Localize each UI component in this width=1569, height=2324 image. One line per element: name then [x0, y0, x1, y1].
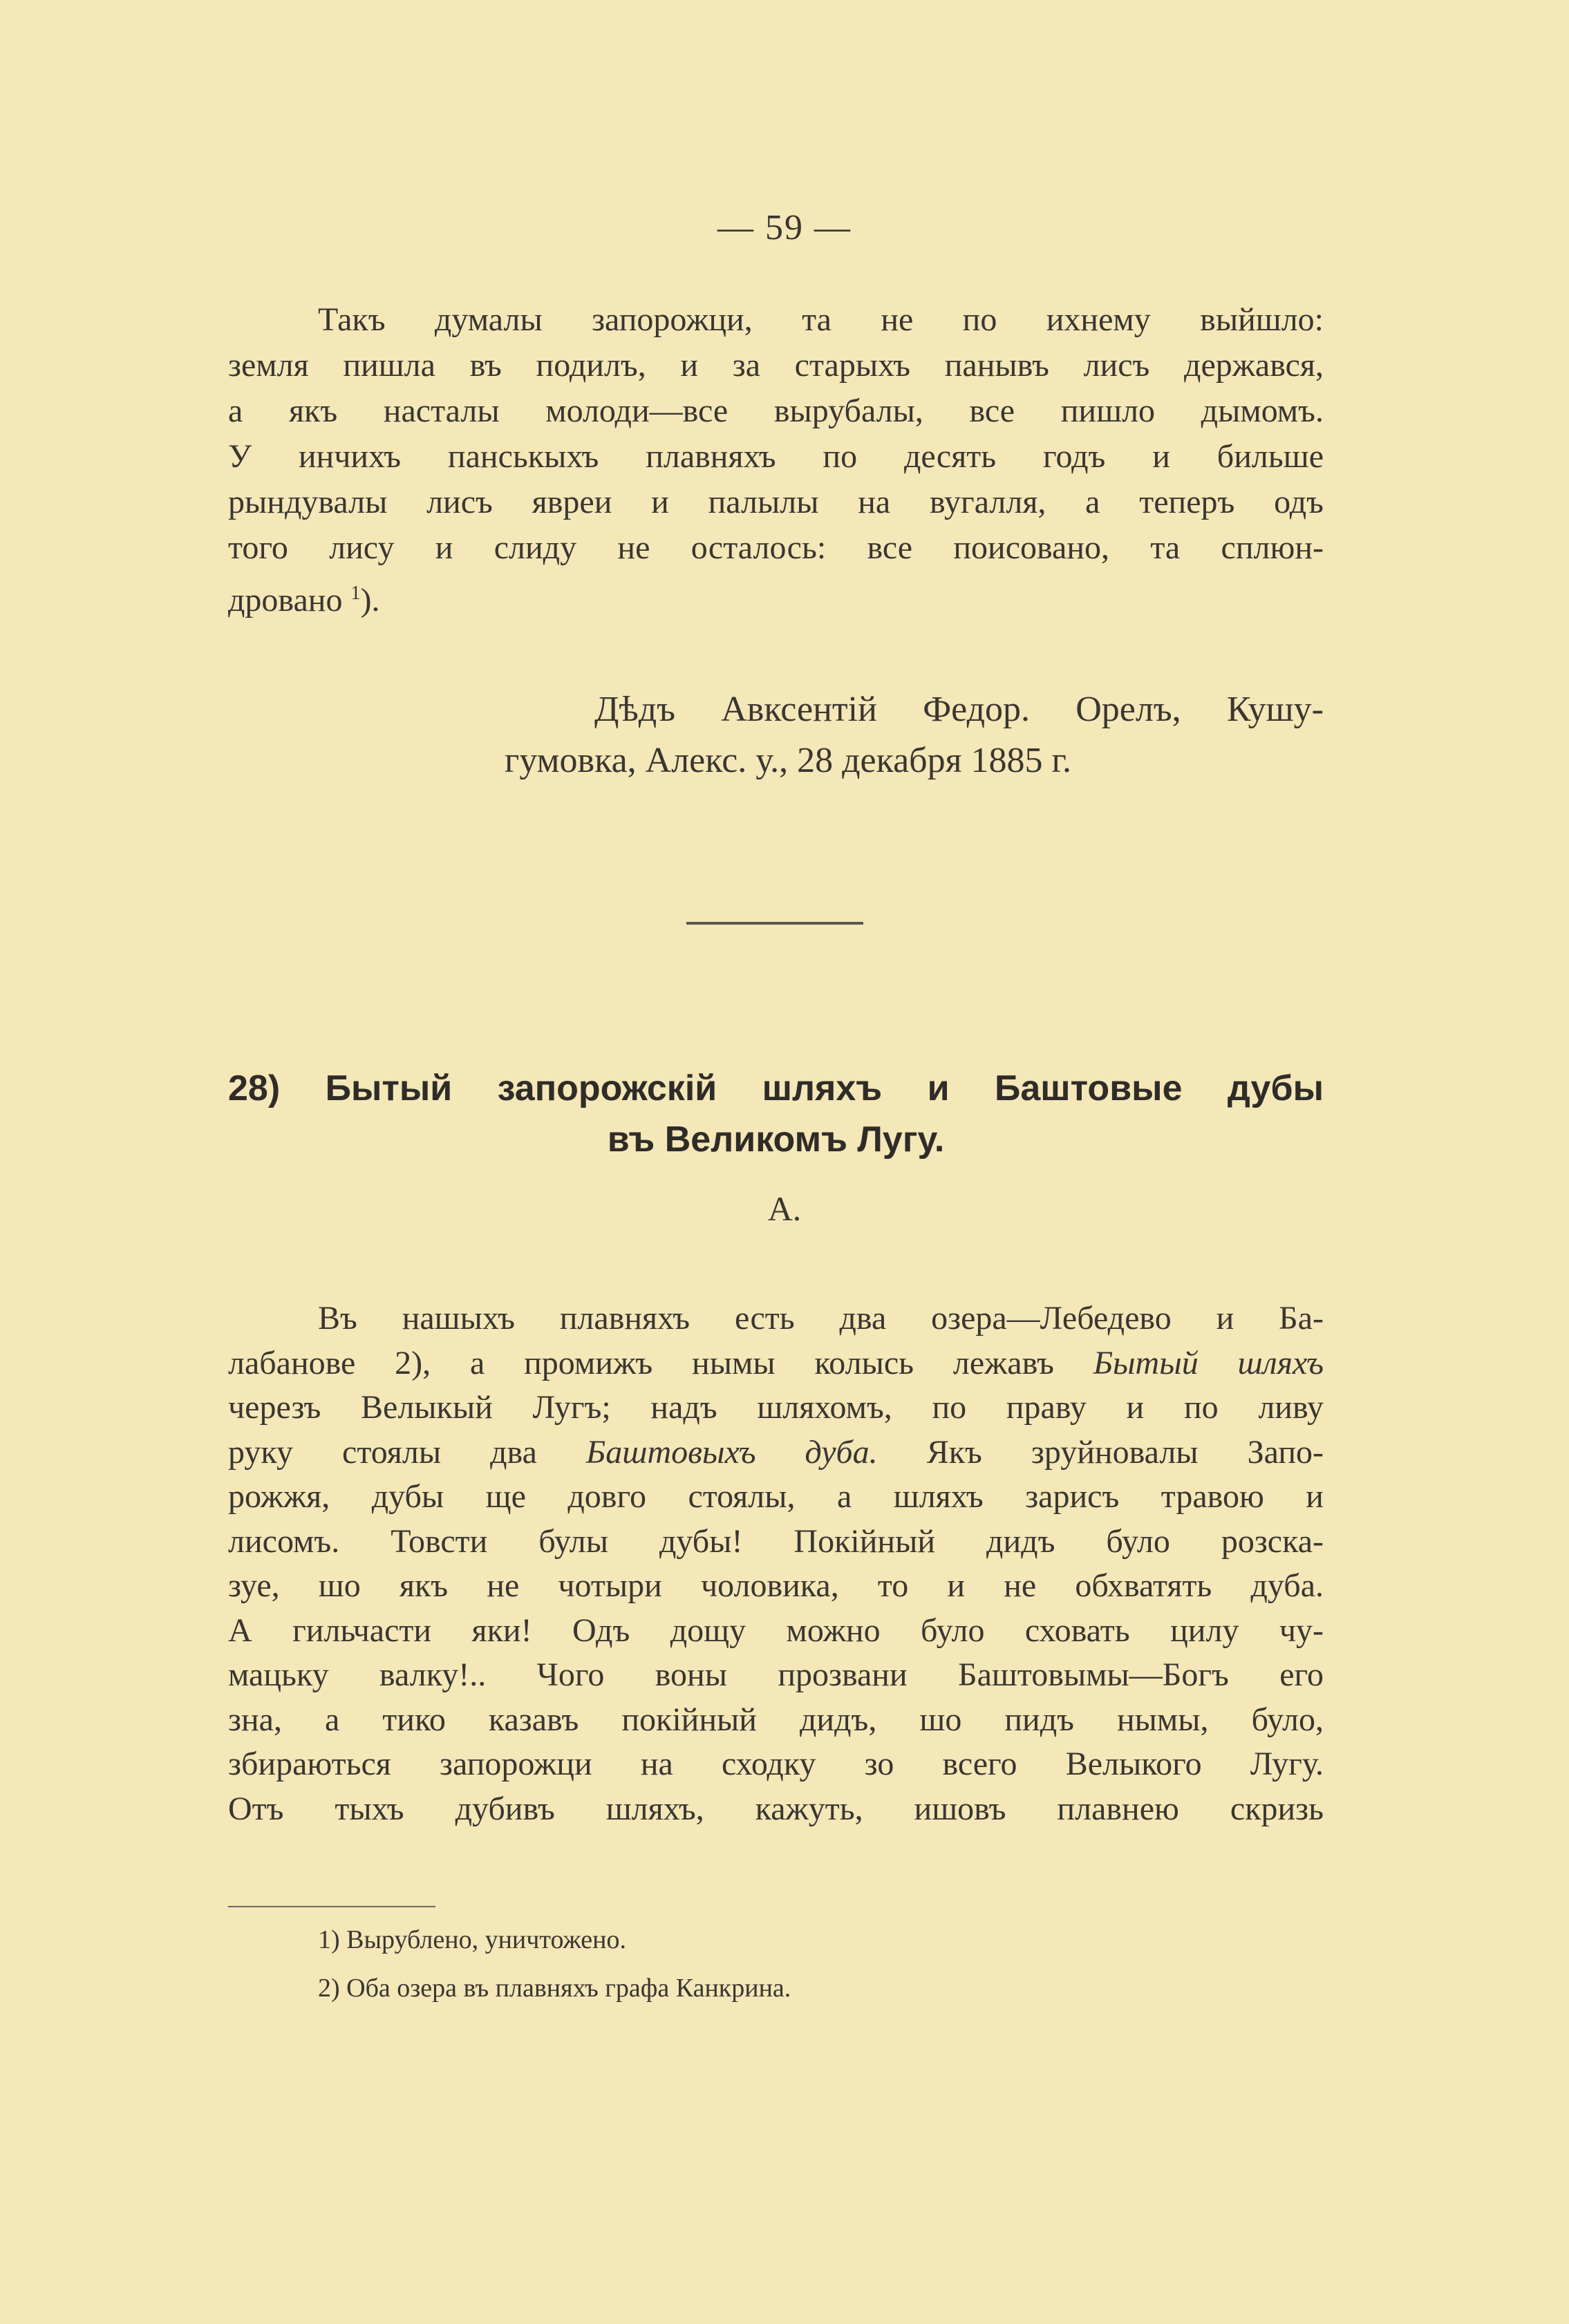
paragraph-1 [228, 297, 1324, 623]
body-line: збираються запорожци на сходку зо всего Велыкого Лугу. [228, 1746, 1324, 1782]
footnote: 2) Оба озера въ плавняхъ графа Канкрина. [318, 1974, 791, 2003]
body-text: лабанове 2), а промижъ нымы колысь лежавъ [228, 1344, 1054, 1381]
body-line: Въ нашыхъ плавняхъ есть два озера—Лебедево и Ба- [318, 1300, 1324, 1336]
paragraph-1-line: земля пишла въ подилъ, и за старыхъ панывъ лисъ держався, [228, 347, 1324, 384]
paragraph-1-line: Такъ думалы запорожци, та не по ихнему выйшло: [318, 301, 1324, 338]
body-line [228, 1430, 1324, 1475]
body-line: мацьку валку!.. Чого воны прозвани Баштовымы—Богъ его [228, 1656, 1324, 1693]
italic-term: Бытый шляхъ [1093, 1344, 1324, 1381]
body-line: рожжя, дубы ще довго стоялы, а шляхъ зарисъ травою и [228, 1478, 1324, 1515]
body-line [228, 1341, 1324, 1386]
attribution-line: Дѣдъ Авксентій Федор. Орелъ, Кушу- [594, 690, 1324, 729]
footnote-rule [228, 1906, 435, 1907]
attribution-line: гумовка, Алекс. у., 28 декабря 1885 г. [505, 741, 1072, 780]
section-title [228, 1063, 1324, 1165]
paragraph-1-line: того лису и слиду не осталось: все поисовано, та сплюн- [228, 529, 1324, 566]
italic-term: Баштовыхъ дуба. [585, 1433, 878, 1471]
paragraph-1-last-text: дровано [228, 582, 343, 618]
body-text: руку стоялы два [228, 1433, 537, 1471]
section-subtitle: А. [767, 1189, 802, 1228]
body-line: А гильчасти яки! Одъ дощу можно було сховать цилу чу- [228, 1612, 1324, 1649]
paragraph-1-end: ). [360, 582, 380, 618]
body-text: Якъ зруйновалы Запо- [926, 1433, 1324, 1471]
body-line: лисомъ. Товсти булы дубы! Покійный дидъ було розска- [228, 1522, 1324, 1560]
page-number: — 59 — [717, 208, 852, 247]
footnote-ref-1: 1 [350, 583, 361, 604]
footnote: 1) Вырублено, уничтожено. [318, 1925, 626, 1954]
section-title-line: 28) Бытый запорожскій шляхъ и Баштовые дубы [228, 1068, 1324, 1108]
body-line: зна, а тико казавъ покійный дидъ, шо пидъ нымы, було, [228, 1701, 1324, 1738]
section-divider [686, 922, 863, 925]
attribution [228, 684, 1324, 786]
paragraph-1-line: У инчихъ панськыхъ плавняхъ по десять годъ и бильше [228, 438, 1324, 475]
body-line: черезъ Велыкый Лугъ; надъ шляхомъ, по праву и по ливу [228, 1389, 1324, 1426]
paragraph-1-line: рындувалы лисъ явреи и палылы на вугалля, а теперъ одъ [228, 484, 1324, 520]
paragraph-1-line [228, 571, 1324, 623]
footnotes [318, 1916, 791, 2012]
body-paragraph [228, 1296, 1324, 1831]
section-title-line: въ Великомъ Лугу. [607, 1120, 945, 1160]
paragraph-1-line: а якъ насталы молоди—все вырубалы, все пишло дымомъ. [228, 393, 1324, 429]
body-line: зуе, шо якъ не чотыри чоловика, то и не обхватять дуба. [228, 1567, 1324, 1604]
body-line: Отъ тыхъ дубивъ шляхъ, кажуть, ишовъ плавнею скризь [228, 1790, 1324, 1827]
